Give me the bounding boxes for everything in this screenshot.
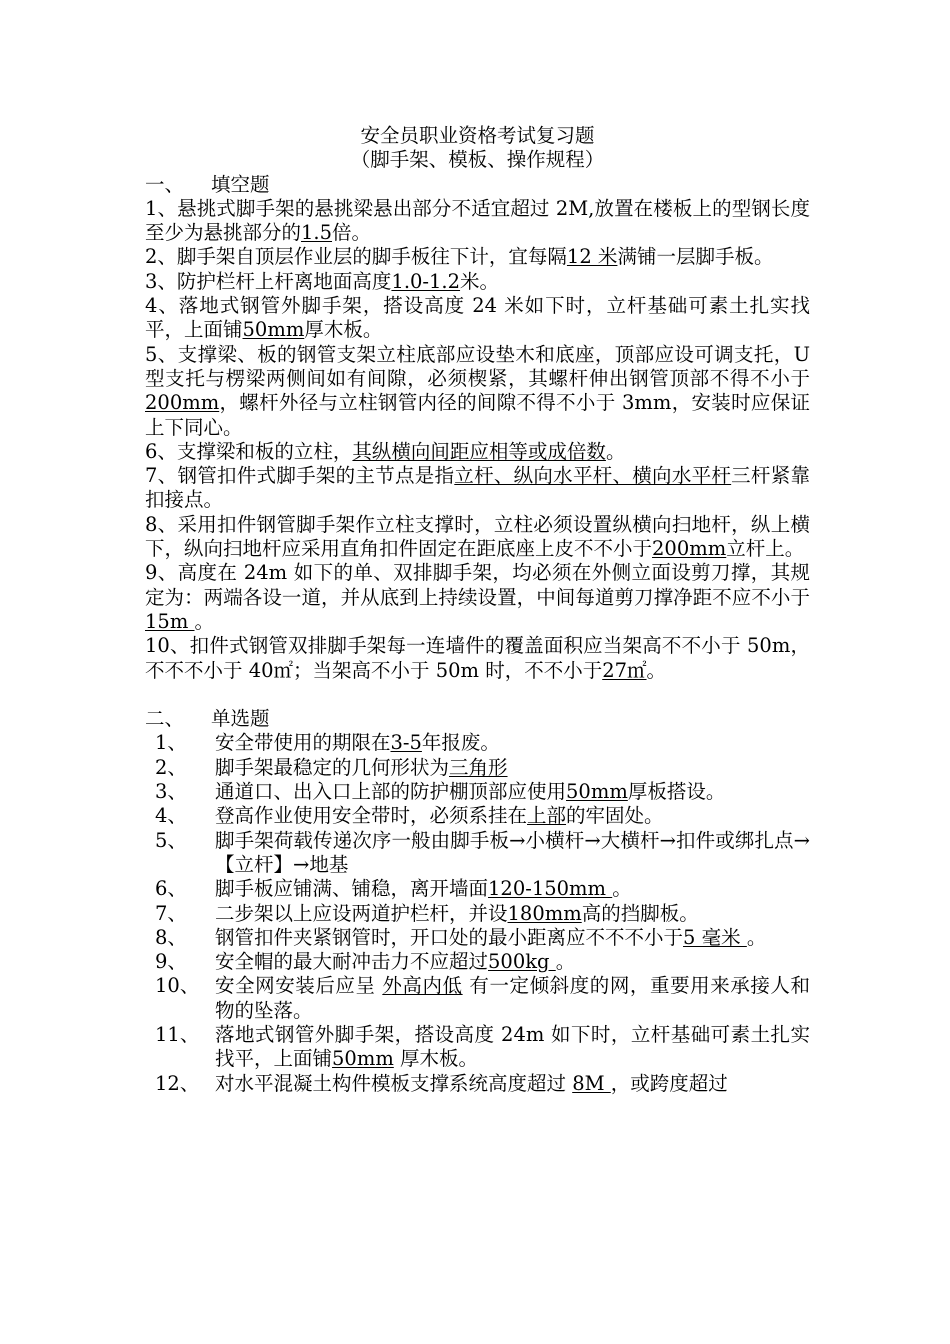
question-number: 1、 [155,731,187,755]
question-number: 9、 [155,950,187,974]
section-heading-fill-in [145,173,810,197]
section-heading-single-choice [145,707,810,731]
item-text-end: 。 [194,609,215,633]
answer-underlined: 180mm [507,901,582,925]
item-text-end: 厚木板。 [304,318,383,342]
answer-underlined: 50mm [332,1047,394,1071]
question-stem: 二步架以上应设两道护栏杆，并设 [215,901,508,925]
item-text: 5、支撑梁、板的钢管支架立柱底部应设垫木和底座，顶部应设可调支托，U 型支托与楞梁两侧间如有间隙，必须楔紧，其螺杆伸出钢管顶部不得不小于 [145,342,810,390]
item-text-end: 米。 [460,269,500,293]
question-item [145,780,810,804]
item-text: 9、高度在 24m 如下的单、双排脚手架，均必须在外侧立面设剪刀撑，其规定为：两端各设一道，并从底到上持续设置，中间每道剪刀撑净距不应不小于 [145,561,810,609]
fill-in-item [145,270,810,294]
question-stem: 钢管扣件夹紧钢管时，开口处的最小距离应不不不小于 [215,925,684,949]
question-number: 5、 [155,828,187,852]
document-page [145,124,810,1096]
question-stem-end: 。 [555,950,576,974]
question-stem: 脚手架最稳定的几何形状为 [215,755,450,779]
question-number: 6、 [155,877,187,901]
item-text-end: 。 [605,439,626,463]
question-stem: 安全带使用的期限在 [215,731,391,755]
question-stem: 脚手板应铺满、铺稳，离开墙面 [215,877,489,901]
question-text [215,926,810,950]
question-item [145,756,810,780]
question-item [145,1023,810,1072]
answer-underlined: 三角形 [449,755,508,779]
fill-in-item [145,245,810,269]
answer-underlined: 1.5 [301,221,333,245]
question-text [215,974,810,1023]
question-stem: 对水平混凝土构件模板支撑系统高度超过 [215,1071,573,1095]
question-stem-end: 。 [612,877,632,901]
section-number: 一、 [145,172,185,196]
answer-underlined: 5 毫米 [683,925,747,949]
fill-in-item [145,294,810,343]
question-item [145,950,810,974]
fill-in-list [145,197,810,683]
question-number: 3、 [155,780,187,804]
question-stem-end: ，或跨度超过 [610,1071,728,1095]
question-stem-end: 。 [746,925,767,949]
question-item [145,829,810,878]
answer-underlined: 500kg [488,950,556,974]
spacer [145,683,810,707]
question-item [145,902,810,926]
item-text-end: ，螺杆外径与立柱钢管内径的间隙不得不小于 3mm，安装时应保证上下同心。 [145,391,810,439]
answer-underlined: 上部 [527,804,567,828]
question-text [215,780,810,804]
question-number: 2、 [155,755,187,779]
answer-underlined: 200mm [145,391,220,415]
answer-underlined: 200mm [652,537,727,561]
question-number: 10、 [155,974,200,998]
question-item [145,1072,810,1096]
question-item [145,731,810,755]
single-choice-list [145,731,810,1095]
answer-underlined: 50mm [242,318,305,342]
fill-in-item [145,197,810,246]
question-number: 12、 [155,1071,200,1095]
question-stem: 脚手架荷载传递次序一般由脚手板→小横杆→大横杆→扣件或绑扎点→【立杆】→地基 [215,828,810,876]
question-text [215,1023,810,1072]
question-item [145,926,810,950]
question-number: 8、 [155,925,187,949]
question-stem-end: 年报废。 [421,731,500,755]
fill-in-item [145,513,810,562]
question-stem-end: 厚板搭设。 [627,780,726,804]
item-text: 10、扣件式钢管双排脚手架每一连墙件的覆盖面积应当架高不不小于 50m，不不不小于 40㎡；当架高不小于 50m 时，不不小于 [145,634,810,682]
item-text: 6、支撑梁和板的立柱， [145,439,353,463]
item-text-end: 满铺一层脚手板。 [617,245,774,269]
answer-underlined: 立杆、纵向水平杆、横向水平杆 [454,464,732,488]
answer-underlined: 1.0-1.2 [391,269,461,293]
item-text: 2、脚手架自顶层作业层的脚手板往下计，宜每隔 [145,245,567,269]
item-text: 7、钢管扣件式脚手架的主节点是指 [145,464,455,488]
item-text-end: 三杆紧靠扣接点。 [145,464,810,512]
question-item [145,877,810,901]
item-text: 8、采用扣件钢管脚手架作立柱支撑时，立柱必须设置纵横向扫地杆，纵上横下，纵向扫地杆应采用直角扣件固定在距底座上皮不不小于 [145,512,810,561]
question-text [215,902,810,926]
fill-in-item [145,464,810,513]
answer-underlined: 50mm [566,780,628,804]
item-text: 1、悬挑式脚手架的悬挑梁悬出部分不适宜超过 2M,放置在楼板上的型钢长度至少为悬挑部分的 [145,196,810,245]
item-text: 4、落地式钢管外脚手架，搭设高度 24 米如下时，立杆基础可素土扎实找平，上面铺 [145,294,810,342]
answer-underlined: 15m [145,609,195,633]
section-label: 单选题 [211,707,270,731]
document-title: 安全员职业资格考试复习题 [360,124,595,147]
question-item [145,974,810,1023]
fill-in-item [145,561,810,634]
question-text [215,877,810,901]
question-text [215,1072,810,1096]
question-text [215,731,810,755]
section-number: 二、 [145,707,185,731]
question-stem: 安全网安装后应呈 [215,974,383,998]
question-item [145,804,810,828]
question-stem: 落地式钢管外脚手架，搭设高度 24m 如下时，立杆基础可素土扎实找平，上面铺 [215,1022,810,1071]
question-stem-end: 厚木板。 [393,1047,479,1071]
question-number: 4、 [155,804,187,828]
question-number: 11、 [155,1022,200,1046]
question-text [215,950,810,974]
answer-underlined: 3-5 [390,731,422,755]
fill-in-item [145,440,810,464]
question-stem: 通道口、出入口上部的防护棚顶部应使用 [215,780,567,804]
fill-in-item [145,343,810,440]
question-text [215,756,810,780]
question-stem: 登高作业使用安全带时，必须系挂在 [215,804,528,828]
fill-in-item [145,634,810,683]
item-text: 3、防护栏杆上杆离地面高度 [145,269,392,293]
answer-underlined: 8M [572,1071,611,1095]
item-text-end: 立杆上。 [726,537,805,561]
question-stem-end: 的牢固处。 [566,804,664,828]
answer-underlined: 其纵横向间距应相等或成倍数 [352,439,606,463]
answer-underlined: 120-150mm [488,877,613,901]
question-stem-end: 高的挡脚板。 [581,901,699,925]
answer-underlined: 12 米 [566,245,618,269]
answer-underlined: 27㎡ [602,658,647,682]
question-stem-end: 有一定倾斜度的网，重要用来承接人和物的坠落。 [215,974,810,1022]
document-subtitle: （脚手架、模板、操作规程） [350,148,605,172]
section-label: 填空题 [211,172,270,196]
question-text [215,804,810,828]
question-stem: 安全帽的最大耐冲击力不应超过 [215,950,489,974]
question-number: 7、 [155,901,187,925]
answer-underlined: 外高内低 [382,974,463,998]
item-text-end: 倍。 [332,221,372,245]
question-text [215,829,810,878]
item-text-end: 。 [646,658,667,682]
